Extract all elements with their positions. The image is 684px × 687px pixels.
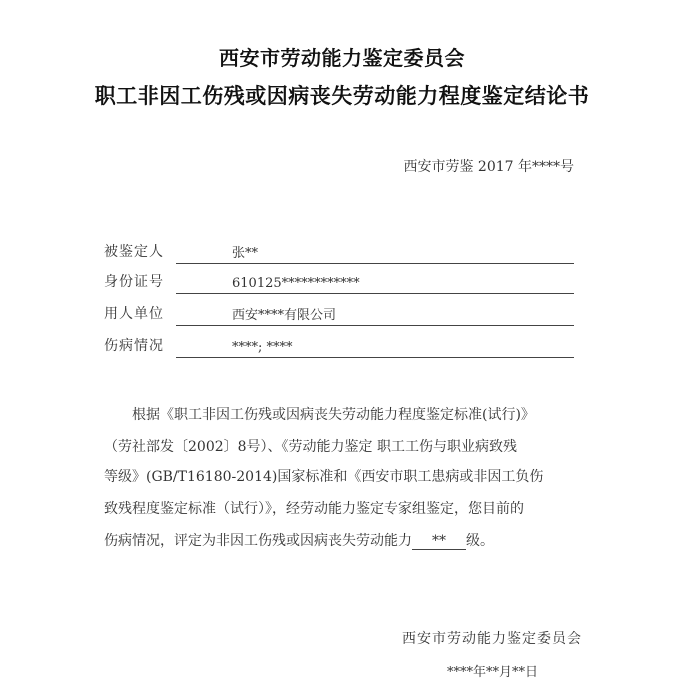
field-appraised-person <box>104 240 574 264</box>
body-line-3: 等级》(GB/T16180-2014)国家标准和《西安市职工患病或非因工负伤 <box>104 469 544 485</box>
document-number: 西安市劳鉴 2017 年****号 <box>403 159 574 175</box>
field-label: 被鉴定人 <box>104 244 164 260</box>
field-employer <box>104 302 574 326</box>
field-value: ****; **** <box>232 340 293 355</box>
field-label: 用人单位 <box>104 306 164 322</box>
organization-title: 西安市劳动能力鉴定委员会 <box>219 46 465 70</box>
field-label: 身份证号 <box>104 274 164 290</box>
field-value: 张** <box>232 246 259 261</box>
document-title: 职工非因工伤残或因病丧失劳动能力程度鉴定结论书 <box>94 84 590 108</box>
issuer-signature: 西安市劳动能力鉴定委员会 <box>402 631 582 647</box>
field-value: 610125************ <box>232 276 360 291</box>
body-line-4: 致残程度鉴定标准（试行）》，经劳动能力鉴定专家组鉴定，您目前的 <box>104 501 524 517</box>
body-line-2: （劳社部发〔2002〕8号）、《劳动能力鉴定 职工工伤与职业病致残 <box>104 439 517 455</box>
field-condition <box>104 334 574 358</box>
body-line-5-suffix: 级。 <box>466 533 494 549</box>
body-line-5-prefix: 伤病情况，评定为非因工伤残或因病丧失劳动能力 <box>104 533 412 549</box>
field-label: 伤病情况 <box>104 338 164 354</box>
body-line-5 <box>104 530 584 550</box>
issue-date: ****年**月**日 <box>446 665 538 680</box>
field-underline <box>176 293 574 294</box>
field-id-number <box>104 270 574 294</box>
field-underline <box>176 357 574 358</box>
field-underline <box>176 325 574 326</box>
disability-grade: ** <box>412 533 466 550</box>
body-line-1: 根据《职工非因工伤残或因病丧失劳动能力程度鉴定标准(试行)》 <box>132 407 535 423</box>
field-value: 西安****有限公司 <box>232 308 337 323</box>
field-underline <box>176 263 574 264</box>
